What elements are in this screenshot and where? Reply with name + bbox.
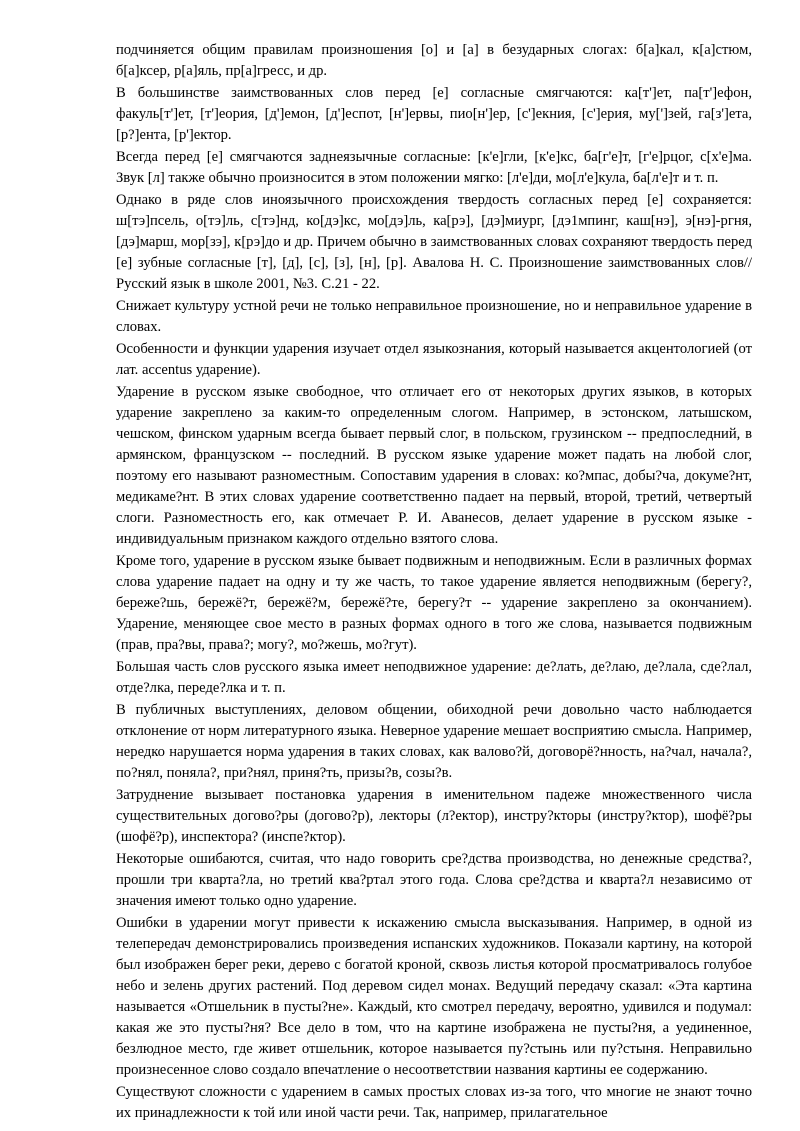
paragraph-11: Затруднение вызывает постановка ударения в именительном падеже множественного числа существительных догово?ры (догово?р), лекторы (л?ектор), инстру?кторы (инстру?ктор), шофё?ры (шофё?р), инспектора? (инспе?ктор). <box>116 787 752 845</box>
paragraph-7: Ударение в русском языке свободное, что отличает его от некоторых других языков, в которых ударение закреплено за каким-то определенным слогом. Например, в эстонском, латышском, чешском, финском ударным всегда бывает первый слог, в польском, грузинском -- предпоследний, в армянском, французском -- последний. В русском языке ударение может падать на любой слог, поэтому его называют разноместным. Сопоставим ударения в словах: ко?мпас, добы?ча, докуме?нт, медикаме?нт. В этих словах ударение соответственно падает на первый, второй, третий, четвертый слоги. Разноместность его, как отмечает Р. И. Аванесов, делает ударение в русском языке - индивидуальным признаком каждого отдельно взятого слова. <box>116 384 752 547</box>
paragraph-9: Большая часть слов русского языка имеет неподвижное ударение: де?лать, де?лаю, де?лала, сде?лал, отде?лка, переде?лка и т. п. <box>116 659 752 696</box>
paragraph-4: Однако в ряде слов иноязычного происхождения твердость согласных перед [е] сохраняется: ш[тэ]псель, о[тэ]ль, с[тэ]нд, ко[дэ]кс, мо[дэ]ль, ка[рэ], [дэ]миург, [дэ1мпинг, каш[нэ], э[нэ]-ргня, [дэ]марш, мор[зэ], к[рэ]до и др. Причем обычно в заимствованных словах сохраняют твердость перед [е] зубные согласные [т], [д], [с], [з], [н], [р]. Авалова Н. С. Произношение заимствованных слов// Русский язык в школе 2001, №3. С.21 - 22. <box>116 192 752 292</box>
paragraph-14: Существуют сложности с ударением в самых простых словах из-за того, что многие не знают точно их принадлежности к той или иной части речи. Так, например, прилагательное <box>116 1084 752 1121</box>
paragraph-13: Ошибки в ударении могут привести к искажению смысла высказывания. Например, в одной из телепередач демонстрировались произведения испанских художников. Показали картину, на которой был изображен берег реки, дерево с богатой кроной, сквозь листья которой просматривалось голубое небо и зелень других растений. Под деревом сидел монах. Ведущий передачу сказал: «Эта картина называется «Отшельник в пусты?не». Каждый, кто смотрел передачу, вероятно, удивился и подумал: какая же это пусты?ня? Все дело в том, что на картине изображена не пусты?ня, а уединенное, безлюдное место, где живет отшельник, которое называется пу?стынь или пу?стыня. Неправильно произнесенное слово создало впечатление о несоответствии названия картины ее содержанию. <box>116 915 752 1078</box>
paragraph-3: Всегда перед [е] смягчаются заднеязычные согласные: [к'е]гли, [к'е]кс, ба[г'е]т, [г'е]рцог, с[х'е]ма. Звук [л] также обычно произносится в этом положении мягко: [л'е]ди, мо[л'е]кула, ба[л'е]т и т. п. <box>116 149 752 186</box>
paragraph-6: Особенности и функции ударения изучает отдел языкознания, который называется акцентологией (от лат. accentus ударение). <box>116 341 752 378</box>
paragraph-1: подчиняется общим правилам произношения [о] и [а] в безударных слогах: б[а]кал, к[а]стюм, б[а]ксер, р[а]яль, пр[а]гресс, и др. <box>116 42 752 79</box>
document-page <box>116 40 752 1125</box>
paragraph-5: Снижает культуру устной речи не только неправильное произношение, но и неправильное ударение в словах. <box>116 298 752 335</box>
paragraph-12: Некоторые ошибаются, считая, что надо говорить сре?дства производства, но денежные средства?, прошли три кварта?ла, но третий ква?ртал этого года. Слова сре?дства и кварта?л независимо от значения имеют только одно ударение. <box>116 851 752 909</box>
paragraph-2: В большинстве заимствованных слов перед [е] согласные смягчаются: ка[т']ет, па[т']ефон, факуль[т']ет, [т']еория, [д']емон, [д']еспот, [н']ервы, пио[н']ер, [с']екния, [с']ерия, му[']зей, га[з']ета, [р?]ента, [р']ектор. <box>116 85 752 143</box>
paragraph-8: Кроме того, ударение в русском языке бывает подвижным и неподвижным. Если в различных формах слова ударение падает на одну и ту же часть, то такое ударение является неподвижным (берегу?, береже?шь, бережё?т, бережё?м, бережё?те, берегу?т -- ударение закреплено за окончанием). Ударение, меняющее свое место в разных формах одного в того же слова, называется подвижным (прав, пра?вы, права?; могу?, мо?жешь, мо?гут). <box>116 553 752 653</box>
paragraph-10: В публичных выступлениях, деловом общении, обиходной речи довольно часто наблюдается отклонение от норм литературного языка. Неверное ударение мешает восприятию смысла. Например, нередко нарушается норма ударения в таких словах, как валово?й, договорё?нность, на?чал, начала?, по?нял, поняла?, при?нял, приня?ть, призы?в, созы?в. <box>116 702 752 781</box>
